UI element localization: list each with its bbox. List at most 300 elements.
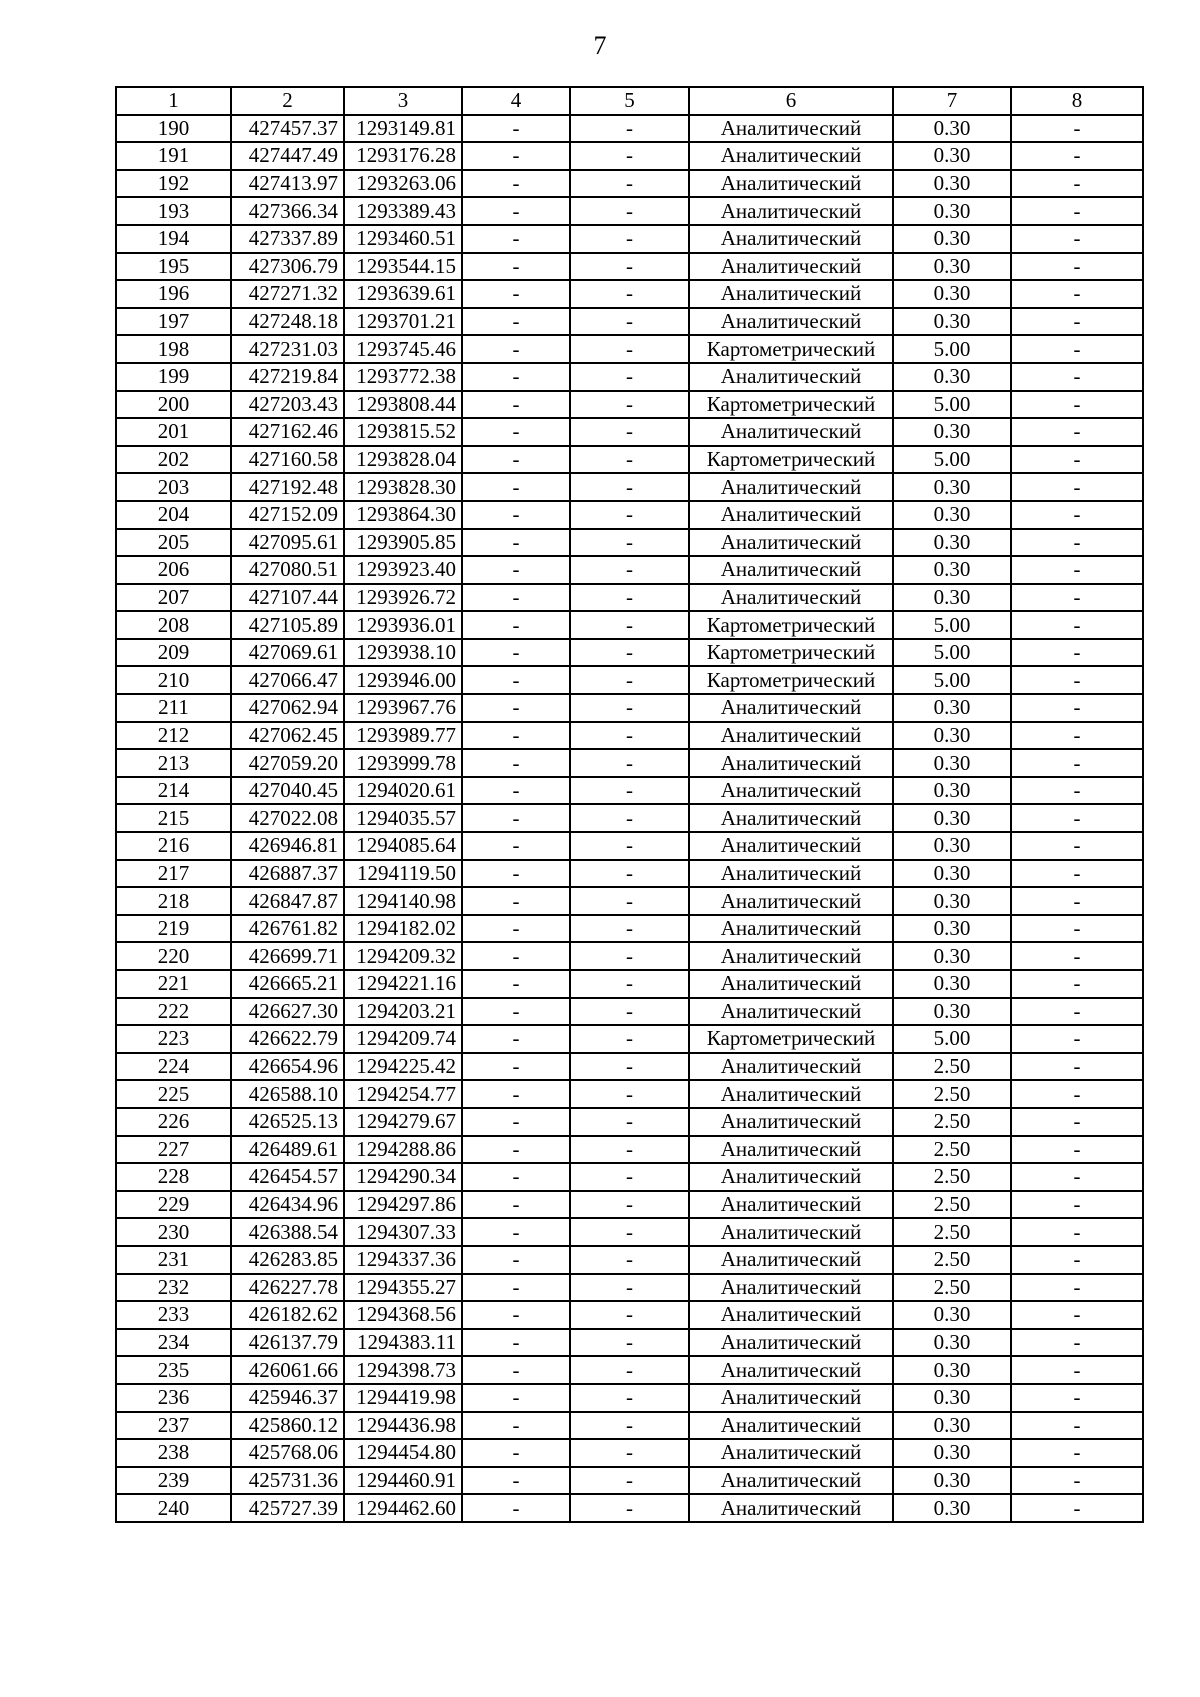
col-5-cell: - <box>570 749 689 777</box>
col-method-cell: Картометрический <box>689 446 893 474</box>
col-5-cell: - <box>570 115 689 143</box>
col-8-cell: - <box>1011 1494 1143 1522</box>
col-accuracy-cell: 0.30 <box>893 253 1011 281</box>
col-5-cell: - <box>570 1274 689 1302</box>
col-accuracy-cell: 0.30 <box>893 501 1011 529</box>
col-4-cell: - <box>462 253 570 281</box>
col-x-cell: 425860.12 <box>231 1412 344 1440</box>
table-row <box>116 970 1143 998</box>
col-point-number-cell: 198 <box>116 335 231 363</box>
table-row <box>116 473 1143 501</box>
col-method-cell: Картометрический <box>689 666 893 694</box>
col-method-cell: Картометрический <box>689 335 893 363</box>
col-point-number-cell: 192 <box>116 170 231 198</box>
col-4-cell: - <box>462 363 570 391</box>
table-row <box>116 391 1143 419</box>
col-accuracy-cell: 0.30 <box>893 1439 1011 1467</box>
col-point-number-cell: 207 <box>116 584 231 612</box>
col-point-number-cell: 194 <box>116 225 231 253</box>
col-method-cell: Аналитический <box>689 998 893 1026</box>
col-y-cell: 1293772.38 <box>344 363 462 391</box>
table-row <box>116 611 1143 639</box>
col-5-cell: - <box>570 1025 689 1053</box>
col-x-cell: 426887.37 <box>231 860 344 888</box>
col-8-cell: - <box>1011 556 1143 584</box>
col-y-cell: 1294290.34 <box>344 1163 462 1191</box>
col-y-cell: 1294020.61 <box>344 777 462 805</box>
col-y-cell: 1294182.02 <box>344 915 462 943</box>
col-point-number-cell: 209 <box>116 639 231 667</box>
col-method-cell: Аналитический <box>689 1163 893 1191</box>
col-5-cell: - <box>570 280 689 308</box>
column-header-6: 6 <box>689 87 893 115</box>
col-point-number-cell: 240 <box>116 1494 231 1522</box>
col-method-cell: Аналитический <box>689 804 893 832</box>
col-5-cell: - <box>570 1412 689 1440</box>
table-row <box>116 1274 1143 1302</box>
col-accuracy-cell: 0.30 <box>893 584 1011 612</box>
col-y-cell: 1294225.42 <box>344 1053 462 1081</box>
col-x-cell: 425727.39 <box>231 1494 344 1522</box>
col-y-cell: 1293544.15 <box>344 253 462 281</box>
col-5-cell: - <box>570 639 689 667</box>
col-8-cell: - <box>1011 1025 1143 1053</box>
col-x-cell: 425768.06 <box>231 1439 344 1467</box>
col-8-cell: - <box>1011 115 1143 143</box>
col-method-cell: Аналитический <box>689 1384 893 1412</box>
col-accuracy-cell: 0.30 <box>893 777 1011 805</box>
col-8-cell: - <box>1011 1467 1143 1495</box>
col-point-number-cell: 220 <box>116 942 231 970</box>
col-y-cell: 1294307.33 <box>344 1218 462 1246</box>
table-row <box>116 1218 1143 1246</box>
col-point-number-cell: 191 <box>116 142 231 170</box>
col-accuracy-cell: 0.30 <box>893 1467 1011 1495</box>
col-accuracy-cell: 0.30 <box>893 860 1011 888</box>
col-4-cell: - <box>462 197 570 225</box>
col-x-cell: 426182.62 <box>231 1301 344 1329</box>
col-point-number-cell: 228 <box>116 1163 231 1191</box>
col-method-cell: Аналитический <box>689 418 893 446</box>
table-row <box>116 446 1143 474</box>
col-8-cell: - <box>1011 473 1143 501</box>
col-8-cell: - <box>1011 1136 1143 1164</box>
col-4-cell: - <box>462 280 570 308</box>
col-8-cell: - <box>1011 722 1143 750</box>
table-row <box>116 1467 1143 1495</box>
col-y-cell: 1294419.98 <box>344 1384 462 1412</box>
col-x-cell: 426761.82 <box>231 915 344 943</box>
col-8-cell: - <box>1011 777 1143 805</box>
col-method-cell: Аналитический <box>689 1053 893 1081</box>
col-y-cell: 1293946.00 <box>344 666 462 694</box>
col-accuracy-cell: 5.00 <box>893 611 1011 639</box>
col-x-cell: 427192.48 <box>231 473 344 501</box>
col-8-cell: - <box>1011 1218 1143 1246</box>
table-row <box>116 1301 1143 1329</box>
col-8-cell: - <box>1011 363 1143 391</box>
col-point-number-cell: 202 <box>116 446 231 474</box>
col-accuracy-cell: 5.00 <box>893 639 1011 667</box>
col-point-number-cell: 200 <box>116 391 231 419</box>
col-8-cell: - <box>1011 666 1143 694</box>
col-point-number-cell: 211 <box>116 694 231 722</box>
col-x-cell: 426627.30 <box>231 998 344 1026</box>
col-point-number-cell: 236 <box>116 1384 231 1412</box>
col-5-cell: - <box>570 1218 689 1246</box>
col-4-cell: - <box>462 1080 570 1108</box>
col-method-cell: Аналитический <box>689 280 893 308</box>
table-row <box>116 1246 1143 1274</box>
col-point-number-cell: 196 <box>116 280 231 308</box>
col-method-cell: Аналитический <box>689 225 893 253</box>
table-row <box>116 1412 1143 1440</box>
col-accuracy-cell: 0.30 <box>893 1494 1011 1522</box>
table-row <box>116 915 1143 943</box>
col-5-cell: - <box>570 418 689 446</box>
col-method-cell: Аналитический <box>689 142 893 170</box>
col-y-cell: 1293639.61 <box>344 280 462 308</box>
col-y-cell: 1293938.10 <box>344 639 462 667</box>
col-method-cell: Аналитический <box>689 694 893 722</box>
col-x-cell: 426227.78 <box>231 1274 344 1302</box>
table-row <box>116 666 1143 694</box>
column-header-3: 3 <box>344 87 462 115</box>
column-header-8: 8 <box>1011 87 1143 115</box>
col-4-cell: - <box>462 749 570 777</box>
col-x-cell: 426137.79 <box>231 1329 344 1357</box>
col-y-cell: 1294337.36 <box>344 1246 462 1274</box>
col-method-cell: Аналитический <box>689 584 893 612</box>
col-method-cell: Аналитический <box>689 363 893 391</box>
col-4-cell: - <box>462 1053 570 1081</box>
col-4-cell: - <box>462 529 570 557</box>
col-method-cell: Аналитический <box>689 115 893 143</box>
table-row <box>116 804 1143 832</box>
col-y-cell: 1293864.30 <box>344 501 462 529</box>
table-row <box>116 584 1143 612</box>
col-4-cell: - <box>462 115 570 143</box>
col-point-number-cell: 216 <box>116 832 231 860</box>
col-8-cell: - <box>1011 225 1143 253</box>
col-x-cell: 427203.43 <box>231 391 344 419</box>
col-y-cell: 1294462.60 <box>344 1494 462 1522</box>
col-8-cell: - <box>1011 749 1143 777</box>
col-5-cell: - <box>570 998 689 1026</box>
col-method-cell: Аналитический <box>689 1274 893 1302</box>
table-row <box>116 529 1143 557</box>
col-y-cell: 1293828.30 <box>344 473 462 501</box>
col-x-cell: 427107.44 <box>231 584 344 612</box>
table-row <box>116 197 1143 225</box>
col-x-cell: 427413.97 <box>231 170 344 198</box>
col-method-cell: Аналитический <box>689 1246 893 1274</box>
col-accuracy-cell: 2.50 <box>893 1218 1011 1246</box>
col-y-cell: 1293263.06 <box>344 170 462 198</box>
col-method-cell: Аналитический <box>689 501 893 529</box>
table-row <box>116 501 1143 529</box>
col-4-cell: - <box>462 942 570 970</box>
col-point-number-cell: 205 <box>116 529 231 557</box>
col-4-cell: - <box>462 142 570 170</box>
col-accuracy-cell: 2.50 <box>893 1191 1011 1219</box>
col-8-cell: - <box>1011 1439 1143 1467</box>
col-4-cell: - <box>462 1356 570 1384</box>
col-accuracy-cell: 0.30 <box>893 197 1011 225</box>
col-accuracy-cell: 5.00 <box>893 666 1011 694</box>
col-point-number-cell: 225 <box>116 1080 231 1108</box>
col-4-cell: - <box>462 1384 570 1412</box>
col-5-cell: - <box>570 363 689 391</box>
col-5-cell: - <box>570 473 689 501</box>
col-point-number-cell: 219 <box>116 915 231 943</box>
col-method-cell: Аналитический <box>689 556 893 584</box>
col-5-cell: - <box>570 887 689 915</box>
col-5-cell: - <box>570 1356 689 1384</box>
col-method-cell: Аналитический <box>689 1439 893 1467</box>
col-point-number-cell: 214 <box>116 777 231 805</box>
col-method-cell: Картометрический <box>689 611 893 639</box>
table-row <box>116 1439 1143 1467</box>
col-8-cell: - <box>1011 887 1143 915</box>
table-row <box>116 225 1143 253</box>
col-y-cell: 1293389.43 <box>344 197 462 225</box>
col-point-number-cell: 213 <box>116 749 231 777</box>
col-y-cell: 1293176.28 <box>344 142 462 170</box>
col-x-cell: 427059.20 <box>231 749 344 777</box>
col-y-cell: 1294140.98 <box>344 887 462 915</box>
col-point-number-cell: 215 <box>116 804 231 832</box>
col-8-cell: - <box>1011 391 1143 419</box>
col-8-cell: - <box>1011 197 1143 225</box>
col-method-cell: Аналитический <box>689 1136 893 1164</box>
col-point-number-cell: 203 <box>116 473 231 501</box>
col-x-cell: 427066.47 <box>231 666 344 694</box>
col-5-cell: - <box>570 1329 689 1357</box>
col-x-cell: 427337.89 <box>231 225 344 253</box>
col-x-cell: 427306.79 <box>231 253 344 281</box>
col-y-cell: 1294398.73 <box>344 1356 462 1384</box>
col-y-cell: 1294460.91 <box>344 1467 462 1495</box>
col-x-cell: 426654.96 <box>231 1053 344 1081</box>
col-y-cell: 1294355.27 <box>344 1274 462 1302</box>
col-4-cell: - <box>462 915 570 943</box>
col-5-cell: - <box>570 446 689 474</box>
table-row <box>116 253 1143 281</box>
column-header-4: 4 <box>462 87 570 115</box>
col-5-cell: - <box>570 1108 689 1136</box>
col-5-cell: - <box>570 1136 689 1164</box>
col-point-number-cell: 239 <box>116 1467 231 1495</box>
table-row <box>116 1136 1143 1164</box>
col-8-cell: - <box>1011 529 1143 557</box>
col-method-cell: Картометрический <box>689 1025 893 1053</box>
col-point-number-cell: 195 <box>116 253 231 281</box>
table-row <box>116 170 1143 198</box>
col-method-cell: Аналитический <box>689 860 893 888</box>
col-8-cell: - <box>1011 1080 1143 1108</box>
col-accuracy-cell: 2.50 <box>893 1053 1011 1081</box>
col-y-cell: 1293923.40 <box>344 556 462 584</box>
col-4-cell: - <box>462 1494 570 1522</box>
table-row <box>116 1163 1143 1191</box>
col-y-cell: 1293701.21 <box>344 308 462 336</box>
col-accuracy-cell: 0.30 <box>893 556 1011 584</box>
col-5-cell: - <box>570 556 689 584</box>
header-row <box>116 87 1143 115</box>
col-8-cell: - <box>1011 1108 1143 1136</box>
col-point-number-cell: 229 <box>116 1191 231 1219</box>
col-5-cell: - <box>570 1301 689 1329</box>
col-5-cell: - <box>570 225 689 253</box>
col-y-cell: 1293999.78 <box>344 749 462 777</box>
col-8-cell: - <box>1011 804 1143 832</box>
col-point-number-cell: 199 <box>116 363 231 391</box>
col-y-cell: 1294454.80 <box>344 1439 462 1467</box>
coordinates-table <box>115 86 1144 1523</box>
col-4-cell: - <box>462 446 570 474</box>
col-point-number-cell: 237 <box>116 1412 231 1440</box>
col-5-cell: - <box>570 1246 689 1274</box>
table-row <box>116 335 1143 363</box>
table-row <box>116 1329 1143 1357</box>
col-8-cell: - <box>1011 142 1143 170</box>
table-row <box>116 639 1143 667</box>
col-method-cell: Аналитический <box>689 1329 893 1357</box>
col-accuracy-cell: 0.30 <box>893 170 1011 198</box>
col-8-cell: - <box>1011 1384 1143 1412</box>
col-accuracy-cell: 0.30 <box>893 1412 1011 1440</box>
col-point-number-cell: 197 <box>116 308 231 336</box>
col-point-number-cell: 212 <box>116 722 231 750</box>
col-8-cell: - <box>1011 308 1143 336</box>
table-row <box>116 142 1143 170</box>
col-accuracy-cell: 0.30 <box>893 529 1011 557</box>
col-8-cell: - <box>1011 915 1143 943</box>
col-x-cell: 426454.57 <box>231 1163 344 1191</box>
col-8-cell: - <box>1011 970 1143 998</box>
col-5-cell: - <box>570 722 689 750</box>
col-4-cell: - <box>462 308 570 336</box>
col-8-cell: - <box>1011 1301 1143 1329</box>
col-accuracy-cell: 0.30 <box>893 970 1011 998</box>
col-5-cell: - <box>570 1053 689 1081</box>
col-x-cell: 427062.94 <box>231 694 344 722</box>
col-point-number-cell: 223 <box>116 1025 231 1053</box>
col-accuracy-cell: 0.30 <box>893 1356 1011 1384</box>
col-8-cell: - <box>1011 1246 1143 1274</box>
col-method-cell: Аналитический <box>689 832 893 860</box>
col-4-cell: - <box>462 1412 570 1440</box>
col-x-cell: 427062.45 <box>231 722 344 750</box>
col-5-cell: - <box>570 142 689 170</box>
table-row <box>116 694 1143 722</box>
col-method-cell: Аналитический <box>689 722 893 750</box>
col-y-cell: 1294085.64 <box>344 832 462 860</box>
col-5-cell: - <box>570 584 689 612</box>
col-8-cell: - <box>1011 1329 1143 1357</box>
table-row <box>116 308 1143 336</box>
table-row <box>116 556 1143 584</box>
col-4-cell: - <box>462 1108 570 1136</box>
col-y-cell: 1294221.16 <box>344 970 462 998</box>
col-accuracy-cell: 0.30 <box>893 942 1011 970</box>
col-method-cell: Аналитический <box>689 1218 893 1246</box>
col-x-cell: 426665.21 <box>231 970 344 998</box>
col-method-cell: Аналитический <box>689 915 893 943</box>
col-4-cell: - <box>462 1218 570 1246</box>
col-8-cell: - <box>1011 639 1143 667</box>
col-method-cell: Картометрический <box>689 639 893 667</box>
col-x-cell: 426434.96 <box>231 1191 344 1219</box>
col-8-cell: - <box>1011 335 1143 363</box>
table-row <box>116 1191 1143 1219</box>
col-x-cell: 427152.09 <box>231 501 344 529</box>
col-y-cell: 1294279.67 <box>344 1108 462 1136</box>
col-method-cell: Аналитический <box>689 170 893 198</box>
col-accuracy-cell: 0.30 <box>893 142 1011 170</box>
col-5-cell: - <box>570 832 689 860</box>
col-accuracy-cell: 5.00 <box>893 446 1011 474</box>
table-row <box>116 832 1143 860</box>
table-row <box>116 998 1143 1026</box>
table-row <box>116 722 1143 750</box>
column-header-7: 7 <box>893 87 1011 115</box>
col-x-cell: 427069.61 <box>231 639 344 667</box>
col-5-cell: - <box>570 915 689 943</box>
table-row <box>116 1053 1143 1081</box>
col-5-cell: - <box>570 860 689 888</box>
col-x-cell: 426525.13 <box>231 1108 344 1136</box>
col-4-cell: - <box>462 1163 570 1191</box>
col-y-cell: 1293989.77 <box>344 722 462 750</box>
table-row <box>116 1025 1143 1053</box>
col-4-cell: - <box>462 887 570 915</box>
col-x-cell: 427219.84 <box>231 363 344 391</box>
col-y-cell: 1293936.01 <box>344 611 462 639</box>
col-4-cell: - <box>462 335 570 363</box>
col-4-cell: - <box>462 1274 570 1302</box>
col-4-cell: - <box>462 473 570 501</box>
col-8-cell: - <box>1011 253 1143 281</box>
col-y-cell: 1293149.81 <box>344 115 462 143</box>
col-x-cell: 427162.46 <box>231 418 344 446</box>
table-row <box>116 942 1143 970</box>
col-method-cell: Аналитический <box>689 749 893 777</box>
table-row <box>116 777 1143 805</box>
col-accuracy-cell: 2.50 <box>893 1246 1011 1274</box>
col-8-cell: - <box>1011 584 1143 612</box>
col-4-cell: - <box>462 391 570 419</box>
col-method-cell: Аналитический <box>689 970 893 998</box>
table-row <box>116 280 1143 308</box>
col-point-number-cell: 234 <box>116 1329 231 1357</box>
col-x-cell: 427366.34 <box>231 197 344 225</box>
col-x-cell: 426283.85 <box>231 1246 344 1274</box>
col-method-cell: Аналитический <box>689 1467 893 1495</box>
col-8-cell: - <box>1011 694 1143 722</box>
col-4-cell: - <box>462 418 570 446</box>
col-point-number-cell: 222 <box>116 998 231 1026</box>
col-y-cell: 1293905.85 <box>344 529 462 557</box>
col-8-cell: - <box>1011 1191 1143 1219</box>
col-4-cell: - <box>462 1191 570 1219</box>
col-method-cell: Аналитический <box>689 1080 893 1108</box>
table-body <box>116 115 1143 1522</box>
col-8-cell: - <box>1011 280 1143 308</box>
col-8-cell: - <box>1011 418 1143 446</box>
col-point-number-cell: 224 <box>116 1053 231 1081</box>
